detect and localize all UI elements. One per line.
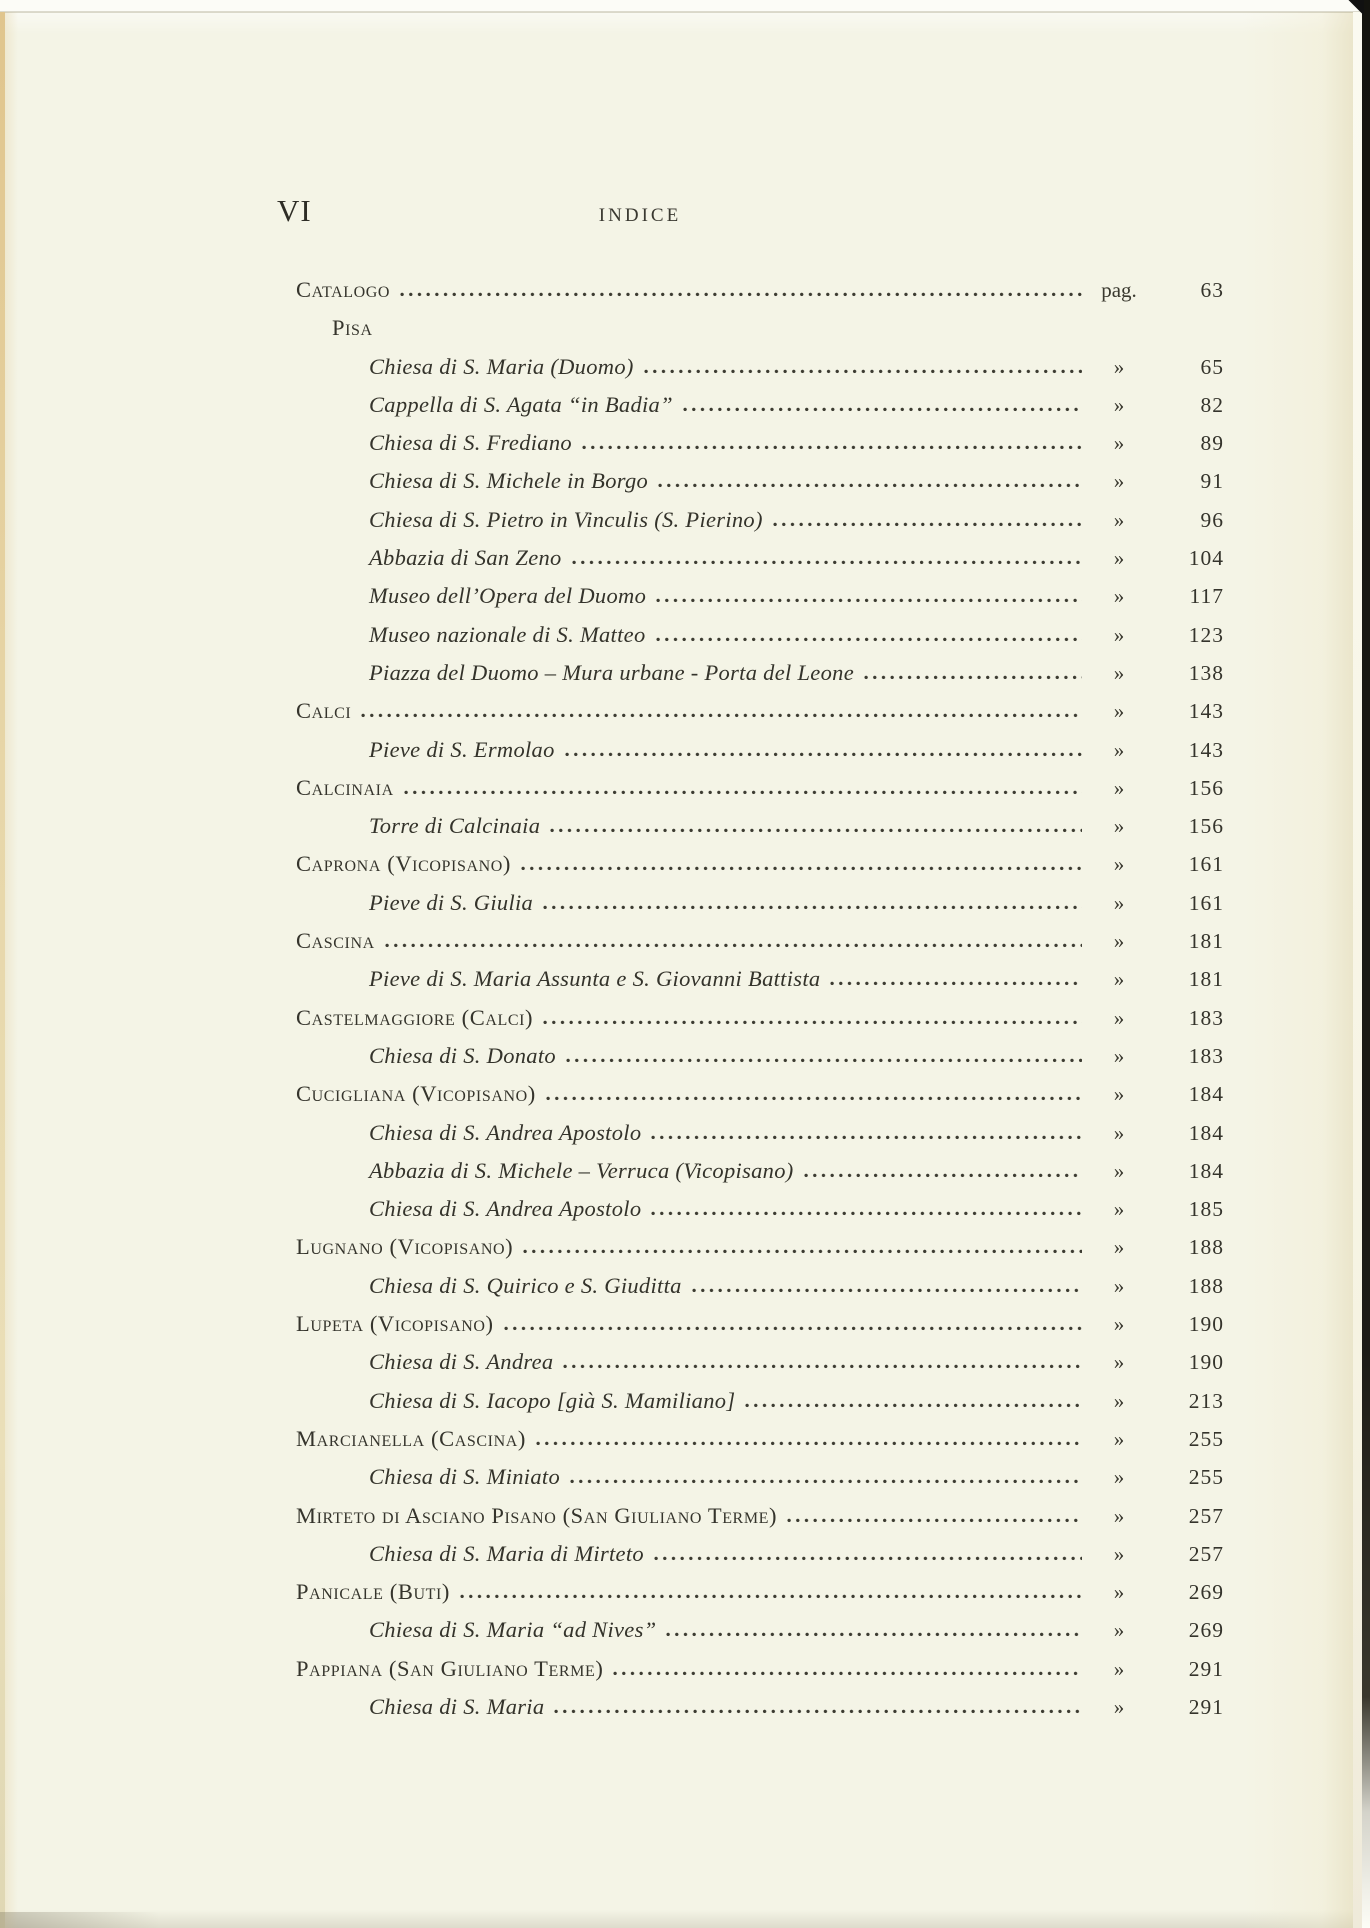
toc-entry-title: Cucigliana (Vicopisano)	[296, 1081, 536, 1107]
toc-entry	[296, 1152, 1224, 1190]
toc-entry-title: Chiesa di S. Maria “ad Nives”	[369, 1617, 657, 1643]
dot-leader	[536, 1441, 1082, 1446]
toc-entry-title: Museo dell’Opera del Duomo	[369, 583, 647, 609]
page-abbrev: »	[1113, 967, 1125, 992]
page-left-edge	[0, 12, 5, 1928]
toc-entry	[296, 616, 1224, 654]
dot-leader	[656, 637, 1083, 642]
dot-leader	[572, 560, 1082, 565]
toc-entry-title: Chiesa di S. Donato	[369, 1042, 556, 1068]
toc-entry-title: Chiesa di S. Maria (Duomo)	[369, 353, 634, 379]
page-number: 96	[1200, 507, 1224, 532]
running-head: INDICE	[598, 205, 682, 226]
toc-entry-title: Chiesa di S. Maria	[369, 1693, 545, 1719]
toc-entry-title: Chiesa di S. Maria di Mirteto	[369, 1540, 644, 1566]
page-number: 161	[1188, 852, 1224, 877]
dot-leader	[658, 483, 1082, 488]
toc-entry	[296, 577, 1224, 615]
page-abbrev: »	[1113, 1273, 1125, 1298]
page-abbrev: »	[1113, 546, 1125, 571]
toc-entry	[296, 386, 1224, 424]
page-number: 91	[1200, 469, 1224, 494]
toc-entry-title: Cappella di S. Agata “in Badia”	[369, 391, 673, 417]
toc-entry-title: Lugnano (Vicopisano)	[296, 1234, 514, 1260]
page-number: 188	[1188, 1273, 1224, 1298]
page-number: 185	[1188, 1197, 1224, 1222]
toc-entry-title: Chiesa di S. Andrea Apostolo	[369, 1196, 642, 1222]
page-number: 143	[1188, 699, 1224, 724]
dot-leader	[546, 1096, 1082, 1101]
page-number: 123	[1188, 622, 1224, 647]
dot-leader	[613, 1671, 1082, 1676]
dot-leader	[683, 407, 1082, 412]
dot-leader	[773, 522, 1082, 527]
dot-leader	[566, 1058, 1082, 1063]
toc-entry-title: Chiesa di S. Miniato	[369, 1464, 560, 1490]
toc-entry	[296, 731, 1224, 769]
toc-entry	[296, 1075, 1224, 1113]
dot-leader	[543, 905, 1082, 910]
page-abbrev: »	[1113, 354, 1125, 379]
toc-entry-title: Chiesa di S. Frediano	[369, 430, 572, 456]
dot-leader	[651, 1211, 1082, 1216]
page-abbrev: »	[1113, 1426, 1125, 1451]
dot-leader	[404, 790, 1082, 795]
dot-leader	[570, 1479, 1082, 1484]
toc-entry-title: Pisa	[332, 315, 373, 341]
page-number: 181	[1188, 929, 1224, 954]
toc-entry-title: Chiesa di S. Andrea	[369, 1349, 554, 1375]
toc-entry-title: Torre di Calcinaia	[369, 813, 541, 839]
toc-entry-title: Chiesa di S. Andrea Apostolo	[369, 1119, 642, 1145]
toc-entry	[296, 884, 1224, 922]
page-number: 65	[1200, 354, 1224, 379]
page-number: 184	[1188, 1120, 1224, 1145]
toc-entry	[296, 539, 1224, 577]
page-abbrev: »	[1113, 431, 1125, 456]
page-number: 161	[1188, 890, 1224, 915]
page-number: 156	[1188, 775, 1224, 800]
page-abbrev: »	[1113, 890, 1125, 915]
page-abbrev: »	[1113, 1120, 1125, 1145]
dot-leader	[565, 752, 1082, 757]
toc-entry	[296, 1382, 1224, 1420]
page-number: 213	[1188, 1388, 1224, 1413]
table-of-contents	[296, 271, 1224, 1726]
toc-entry-title: Museo nazionale di S. Matteo	[369, 621, 646, 647]
toc-entry	[296, 1573, 1224, 1611]
page-abbrev: »	[1113, 1694, 1125, 1719]
toc-entry	[296, 271, 1224, 309]
dot-leader	[460, 1594, 1082, 1599]
toc-entry-title: Chiesa di S. Iacopo [già S. Mamiliano]	[369, 1387, 736, 1413]
page-number: 143	[1188, 737, 1224, 762]
page-abbrev: »	[1113, 1388, 1125, 1413]
page-abbrev: »	[1113, 507, 1125, 532]
toc-entry-title: Calci	[296, 698, 352, 724]
toc-entry	[296, 922, 1224, 960]
toc-entry	[296, 1650, 1224, 1688]
toc-entry	[296, 501, 1224, 539]
page-number: 257	[1188, 1541, 1224, 1566]
page-abbrev: »	[1113, 584, 1125, 609]
page-abbrev: »	[1113, 1312, 1125, 1337]
toc-entry	[296, 1497, 1224, 1535]
toc-entry-title: Chiesa di S. Quirico e S. Giuditta	[369, 1272, 682, 1298]
dot-leader	[582, 445, 1082, 450]
toc-entry-title: Abbazia di S. Michele – Verruca (Vicopisano)	[369, 1157, 794, 1183]
toc-entry-title: Lupeta (Vicopisano)	[296, 1311, 494, 1337]
page-abbrev: »	[1113, 469, 1125, 494]
toc-entry	[296, 999, 1224, 1037]
toc-entry	[296, 1190, 1224, 1228]
toc-entry	[296, 1420, 1224, 1458]
dot-leader	[523, 1249, 1082, 1254]
toc-entry-title: Cascina	[296, 928, 375, 954]
toc-entry-title: Pieve di S. Giulia	[369, 889, 534, 915]
page-number: 190	[1188, 1350, 1224, 1375]
scan-bottom-left-shadow	[0, 1912, 160, 1928]
page-right-edge	[1353, 12, 1362, 1928]
page-abbrev: »	[1113, 1082, 1125, 1107]
toc-entry	[296, 769, 1224, 807]
page-abbrev: »	[1113, 814, 1125, 839]
page-number: 188	[1188, 1235, 1224, 1260]
page-number: 183	[1188, 1005, 1224, 1030]
dot-leader	[400, 292, 1082, 297]
toc-entry	[296, 1611, 1224, 1649]
dot-leader	[550, 828, 1082, 833]
page-abbrev: »	[1113, 1235, 1125, 1260]
page-number: 181	[1188, 967, 1224, 992]
page-abbrev: »	[1113, 929, 1125, 954]
dot-leader	[644, 369, 1082, 374]
page-number: 104	[1188, 546, 1224, 571]
page-abbrev: »	[1113, 1656, 1125, 1681]
toc-entry-title: Mirteto di Asciano Pisano (San Giuliano Terme)	[296, 1502, 778, 1528]
page-number: 156	[1188, 814, 1224, 839]
toc-entry	[296, 1037, 1224, 1075]
toc-entry-title: Pieve di S. Maria Assunta e S. Giovanni Battista	[369, 966, 821, 992]
page-number: 257	[1188, 1503, 1224, 1528]
page-abbrev: »	[1113, 392, 1125, 417]
dot-leader	[543, 1020, 1082, 1025]
toc-entry	[296, 807, 1224, 845]
toc-entry	[296, 424, 1224, 462]
page-abbrev: »	[1113, 1197, 1125, 1222]
dot-leader	[554, 1709, 1082, 1714]
toc-entry-title: Panicale (Buti)	[296, 1579, 450, 1605]
toc-entry-title: Pappiana (San Giuliano Terme)	[296, 1655, 604, 1681]
dot-leader	[692, 1288, 1082, 1293]
page-abbrev: »	[1113, 737, 1125, 762]
dot-leader	[804, 1173, 1082, 1178]
page-abbrev: »	[1113, 699, 1125, 724]
toc-entry	[296, 1343, 1224, 1381]
toc-entry	[296, 1458, 1224, 1496]
page-abbrev: »	[1113, 1350, 1125, 1375]
page-number: 269	[1188, 1580, 1224, 1605]
folio-number: VI	[277, 193, 312, 228]
toc-entry	[296, 692, 1224, 730]
page-abbrev: »	[1113, 1005, 1125, 1030]
page-number: 183	[1188, 1043, 1224, 1068]
toc-entry-title: Piazza del Duomo – Mura urbane - Porta del Leone	[369, 659, 854, 685]
page-number: 255	[1188, 1465, 1224, 1490]
toc-entry-title: Chiesa di S. Michele in Borgo	[369, 468, 649, 494]
toc-entry	[296, 462, 1224, 500]
toc-entry-title: Castelmaggiore (Calci)	[296, 1004, 534, 1030]
toc-entry	[296, 1305, 1224, 1343]
toc-entry	[296, 960, 1224, 998]
toc-entry	[296, 845, 1224, 883]
page-abbrev: »	[1113, 852, 1125, 877]
page-abbrev: »	[1113, 1503, 1125, 1528]
toc-entry	[296, 654, 1224, 692]
page-top-edge-shadow	[0, 11, 1370, 13]
scan-corner-notch	[1342, 0, 1364, 16]
toc-entry	[296, 1114, 1224, 1152]
toc-entry	[296, 1688, 1224, 1726]
page-number: 138	[1188, 660, 1224, 685]
dot-leader	[361, 713, 1082, 718]
page-number: 291	[1188, 1656, 1224, 1681]
dot-leader	[563, 1364, 1082, 1369]
toc-entry-title: Pieve di S. Ermolao	[369, 736, 555, 762]
page-number: 184	[1188, 1158, 1224, 1183]
page-number: 269	[1188, 1618, 1224, 1643]
dot-leader	[504, 1326, 1082, 1331]
page-abbrev: pag.	[1101, 278, 1137, 302]
dot-leader	[656, 598, 1082, 603]
page-abbrev: »	[1113, 1618, 1125, 1643]
page-number: 89	[1200, 431, 1224, 456]
page-number: 117	[1189, 584, 1224, 609]
toc-entry	[296, 1228, 1224, 1266]
scan-right-shadow	[1362, 0, 1370, 1928]
toc-entry	[296, 1267, 1224, 1305]
dot-leader	[864, 675, 1082, 680]
toc-entry	[296, 1535, 1224, 1573]
page-abbrev: »	[1113, 1465, 1125, 1490]
dot-leader	[666, 1632, 1082, 1637]
toc-entry	[296, 348, 1224, 386]
page-number: 255	[1188, 1426, 1224, 1451]
page-number: 190	[1188, 1312, 1224, 1337]
toc-entry-title: Caprona (Vicopisano)	[296, 851, 511, 877]
toc-entry-title: Marcianella (Cascina)	[296, 1425, 526, 1451]
dot-leader	[651, 1135, 1082, 1140]
toc-entry-title: Abbazia di San Zeno	[369, 545, 562, 571]
page-abbrev: »	[1113, 1158, 1125, 1183]
page-number: 291	[1188, 1694, 1224, 1719]
page-abbrev: »	[1113, 1043, 1125, 1068]
dot-leader	[787, 1518, 1082, 1523]
page-abbrev: »	[1113, 622, 1125, 647]
page-abbrev: »	[1113, 1580, 1125, 1605]
page-number: 184	[1188, 1082, 1224, 1107]
page-abbrev: »	[1113, 660, 1125, 685]
dot-leader	[830, 981, 1082, 986]
toc-entry-title: Catalogo	[296, 277, 391, 302]
dot-leader	[654, 1556, 1082, 1561]
dot-leader	[385, 943, 1082, 948]
toc-entry-title: Chiesa di S. Pietro in Vinculis (S. Pierino)	[369, 506, 763, 532]
page-number: 82	[1200, 392, 1224, 417]
toc-entry	[296, 309, 1224, 347]
page-abbrev: »	[1113, 1541, 1125, 1566]
dot-leader	[745, 1403, 1082, 1408]
dot-leader	[521, 866, 1082, 871]
page-abbrev: »	[1113, 775, 1125, 800]
page-number: 63	[1200, 278, 1224, 302]
toc-entry-title: Calcinaia	[296, 774, 394, 800]
